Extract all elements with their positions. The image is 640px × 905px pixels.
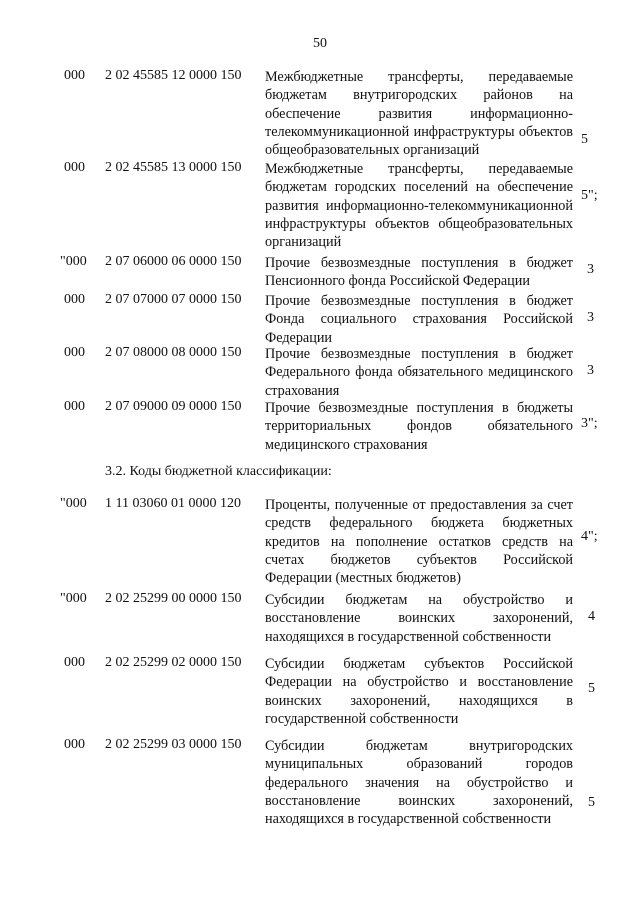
code-admin: 000 <box>64 160 85 175</box>
row-description: Межбюджетные трансферты, передаваемые бюджетам городских поселений на обеспечение развития информационно-телекоммуникационной инфраструктуры объектов общеобразовательных организаций <box>265 161 573 251</box>
code-budget: 2 02 25299 03 0000 150 <box>105 737 242 752</box>
code-admin: 000 <box>64 655 85 670</box>
code-budget: 2 07 07000 07 0000 150 <box>105 292 242 307</box>
row-description: Прочие безвозмездные поступления в бюджет Пенсионного фонда Российской Федерации <box>265 255 573 290</box>
row-value: 5"; <box>581 188 598 203</box>
code-budget: 1 11 03060 01 0000 120 <box>105 496 241 511</box>
code-admin: "000 <box>60 496 87 511</box>
row-value: 3 <box>587 262 594 277</box>
code-admin: "000 <box>60 591 87 606</box>
row-description: Прочие безвозмездные поступления в бюджет Федерального фонда обязательного медицинского страхования <box>265 346 573 399</box>
row-value: 4 <box>588 609 595 624</box>
code-budget: 2 02 45585 13 0000 150 <box>105 160 242 175</box>
row-description: Субсидии бюджетам на обустройство и восстановление воинских захоронений, находящихся в государственной собственности <box>265 592 573 645</box>
page-number: 50 <box>313 36 327 51</box>
row-description: Межбюджетные трансферты, передаваемые бюджетам внутригородских районов на обеспечение развития информационно-телекоммуникационной инфраструктуры объектов общеобразовательных организаций <box>265 69 573 159</box>
row-value: 3 <box>587 363 594 378</box>
code-budget: 2 02 25299 00 0000 150 <box>105 591 242 606</box>
row-value: 5 <box>581 132 588 147</box>
row-description: Субсидии бюджетам субъектов Российской Федерации на обустройство и восстановление воинских захоронений, находящихся в государственной собственности <box>265 656 573 727</box>
row-description: Проценты, полученные от предоставления за счет средств федерального бюджета бюджетных кредитов на пополнение остатков средств на счетах бюджетов субъектов Российской Федерации (местных бюджетов) <box>265 497 573 587</box>
row-description: Прочие безвозмездные поступления в бюджеты территориальных фондов обязательного медицинского страхования <box>265 400 573 453</box>
code-admin: 000 <box>64 68 85 83</box>
code-budget: 2 07 09000 09 0000 150 <box>105 399 242 414</box>
code-admin: 000 <box>64 292 85 307</box>
row-value: 3 <box>587 310 594 325</box>
code-admin: 000 <box>64 399 85 414</box>
row-description: Прочие безвозмездные поступления в бюджет Фонда социального страхования Российской Федерации <box>265 293 573 346</box>
row-description: Субсидии бюджетам внутригородских муниципальных образований городов федерального значения на обустройство и восстановление воинских захоронений, находящихся в государственной собственности <box>265 738 573 828</box>
row-value: 5 <box>588 795 595 810</box>
row-value: 3"; <box>581 416 598 431</box>
code-admin: "000 <box>60 254 87 269</box>
code-budget: 2 02 25299 02 0000 150 <box>105 655 242 670</box>
code-budget: 2 07 08000 08 0000 150 <box>105 345 242 360</box>
code-admin: 000 <box>64 345 85 360</box>
code-budget: 2 07 06000 06 0000 150 <box>105 254 242 269</box>
row-value: 5 <box>588 681 595 696</box>
code-admin: 000 <box>64 737 85 752</box>
section-heading: 3.2. Коды бюджетной классификации: <box>105 464 332 479</box>
row-value: 4"; <box>581 529 598 544</box>
code-budget: 2 02 45585 12 0000 150 <box>105 68 242 83</box>
